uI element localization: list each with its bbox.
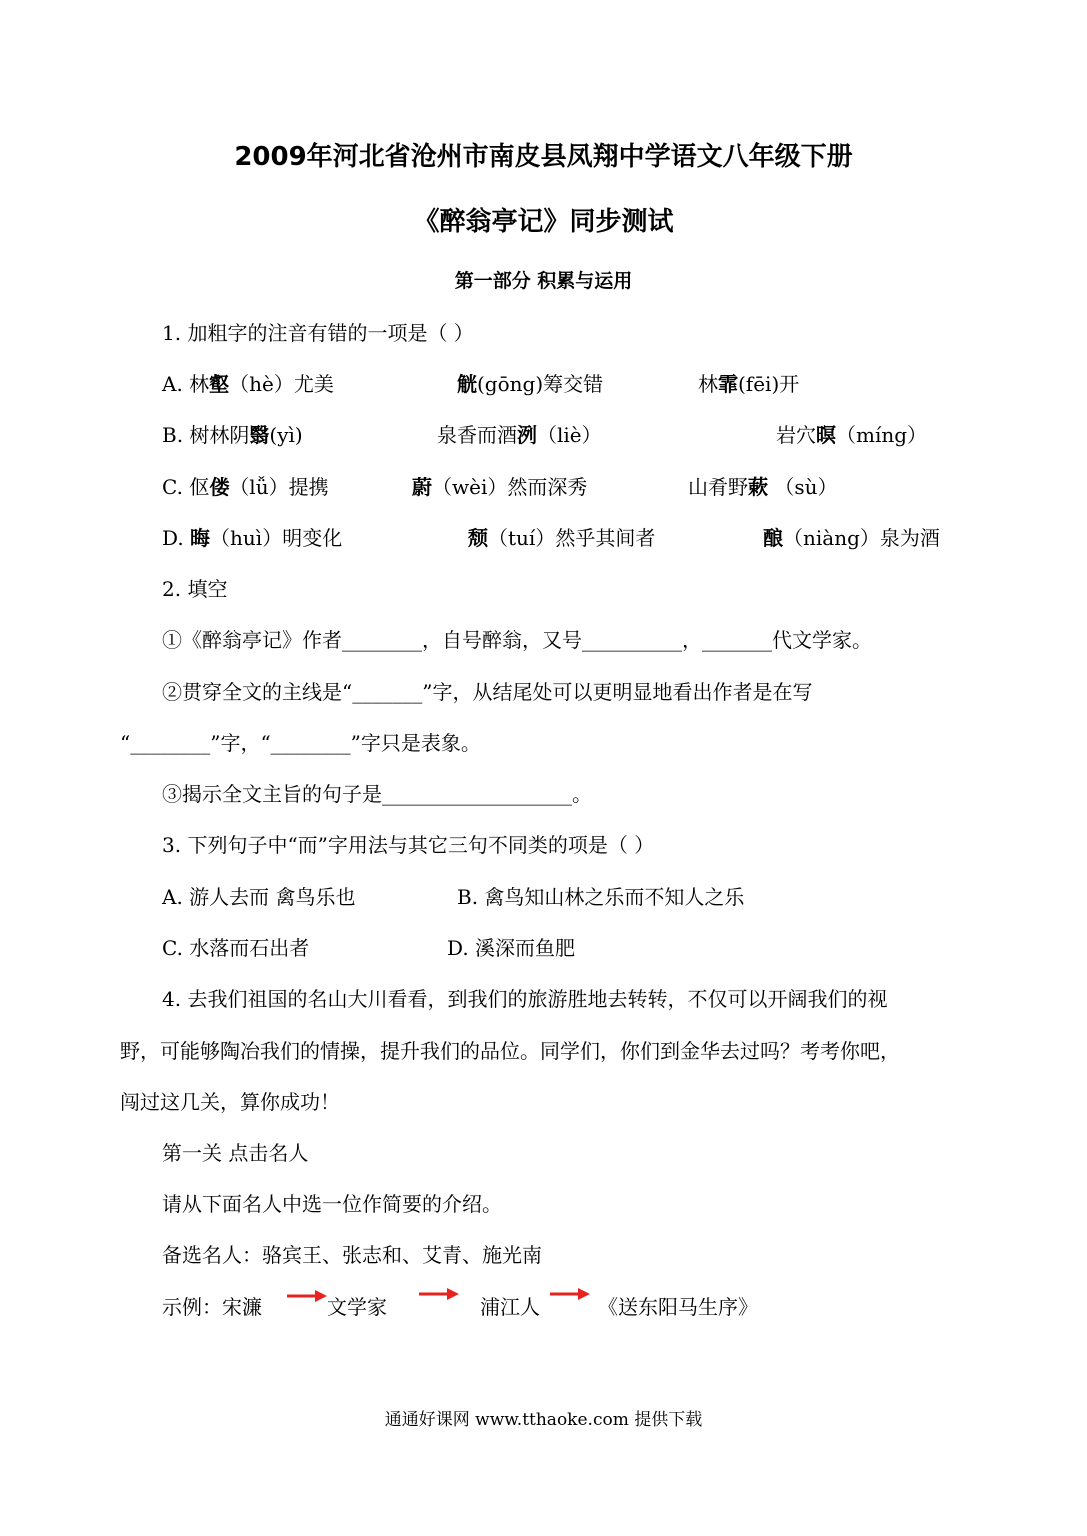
question-1-stem: 1. 加粗字的注音有错的一项是（ ） — [162, 321, 474, 345]
option-a-part3 — [698, 371, 799, 397]
arrow-right-icon — [285, 1288, 329, 1304]
example-item-3: 《送东阳马生序》 — [598, 1295, 758, 1319]
bold-char: 霏 — [718, 372, 738, 396]
text: 山肴野 — [688, 475, 748, 499]
stage-1-heading: 第一关 点击名人 — [162, 1141, 309, 1165]
question-2-item-2: ②贯穿全文的主线是“_______”字，从结尾处可以更明显地看出作者是在写 — [162, 680, 813, 704]
question-3-option-b: B. 禽鸟知山林之乐而不知人之乐 — [457, 885, 745, 909]
page-footer: 通通好课网 www.tthaoke.com 提供下载 — [384, 1410, 703, 1430]
option-d-part3 — [763, 525, 940, 551]
text: 泉香而酒 — [437, 423, 517, 447]
candidate-list: 备选名人：骆宾王、张志和、艾青、施光南 — [162, 1243, 542, 1267]
question-3-option-d: D. 溪深而鱼肥 — [447, 936, 576, 960]
question-3-option-c: C. 水落而石出者 — [162, 936, 310, 960]
bold-char: 颓 — [468, 526, 488, 550]
bold-char: 酿 — [763, 526, 783, 550]
bold-char: 晦 — [190, 526, 211, 550]
text: B. 树林阴 — [162, 423, 250, 447]
text: （míng） — [836, 423, 928, 447]
stage-1-instruction: 请从下面名人中选一位作简要的介绍。 — [162, 1192, 502, 1216]
bold-char: 翳 — [249, 423, 270, 447]
text: （niàng）泉为酒 — [783, 526, 940, 550]
example-item-2: 浦江人 — [480, 1295, 540, 1319]
text: (fēi)开 — [738, 372, 800, 396]
question-4-line-1: 4. 去我们祖国的名山大川看看，到我们的旅游胜地去转转，不仅可以开阔我们的视 — [162, 987, 888, 1011]
arrow-right-icon — [548, 1286, 592, 1302]
option-b-part1 — [162, 422, 303, 448]
question-3-option-a: A. 游人去而 禽鸟乐也 — [162, 885, 356, 909]
example-label: 示例：宋濂 — [162, 1295, 262, 1319]
question-4-line-2: 野，可能够陶冶我们的情操，提升我们的品位。同学们，你们到金华去过吗？考考你吧， — [120, 1039, 900, 1063]
example-item-1: 文学家 — [327, 1295, 387, 1319]
option-d-part1 — [162, 525, 342, 551]
question-2-item-3: ③揭示全文主旨的句子是___________________。 — [162, 782, 592, 806]
question-2-item-1: ①《醉翁亭记》作者________，自号醉翁，又号__________，_______代文学家。 — [162, 628, 872, 652]
question-2-item-2-cont: “________”字，“________”字只是表象。 — [120, 731, 481, 755]
text: （tuí）然乎其间者 — [488, 526, 656, 550]
text: D. — [162, 526, 191, 550]
text: （sù） — [768, 475, 838, 499]
document-title-line1: 2009年河北省沧州市南皮县凤翔中学语文八年级下册 — [234, 142, 853, 172]
text: 林 — [698, 372, 718, 396]
option-d-part2 — [468, 525, 655, 551]
section-heading: 第一部分 积累与运用 — [454, 270, 633, 292]
question-3-stem: 3. 下列句子中“而”字用法与其它三句不同类的项是（ ） — [162, 833, 655, 857]
option-a-part2 — [457, 371, 603, 397]
bold-char: 蔚 — [412, 475, 432, 499]
option-b-part3 — [776, 422, 927, 448]
option-c-part1 — [162, 474, 329, 500]
text: (yì) — [269, 423, 303, 447]
document-title-line2: 《醉翁亭记》同步测试 — [413, 207, 674, 237]
question-2-stem: 2. 填空 — [162, 577, 228, 601]
bold-char: 洌 — [517, 423, 537, 447]
text: （wèi）然而深秀 — [432, 475, 588, 499]
bold-char: 暝 — [816, 423, 836, 447]
text: (gōng)筹交错 — [477, 372, 604, 396]
bold-char: 偻 — [209, 475, 230, 499]
text: 岩穴 — [776, 423, 816, 447]
option-c-part2 — [412, 474, 587, 500]
text: A. 林 — [162, 372, 210, 396]
text: （liè） — [537, 423, 602, 447]
option-a-part1 — [162, 371, 334, 397]
bold-char: 蔌 — [748, 475, 768, 499]
arrow-right-icon — [417, 1286, 461, 1302]
option-b-part2 — [437, 422, 602, 448]
text: （hè）尤美 — [229, 372, 334, 396]
bold-char: 壑 — [209, 372, 230, 396]
text: （lǚ）提携 — [229, 475, 329, 499]
bold-char: 觥 — [457, 372, 477, 396]
option-c-part3 — [688, 474, 838, 500]
text: C. 伛 — [162, 475, 210, 499]
question-4-line-3: 闯过这几关，算你成功！ — [120, 1090, 340, 1114]
text: （huì）明变化 — [210, 526, 343, 550]
